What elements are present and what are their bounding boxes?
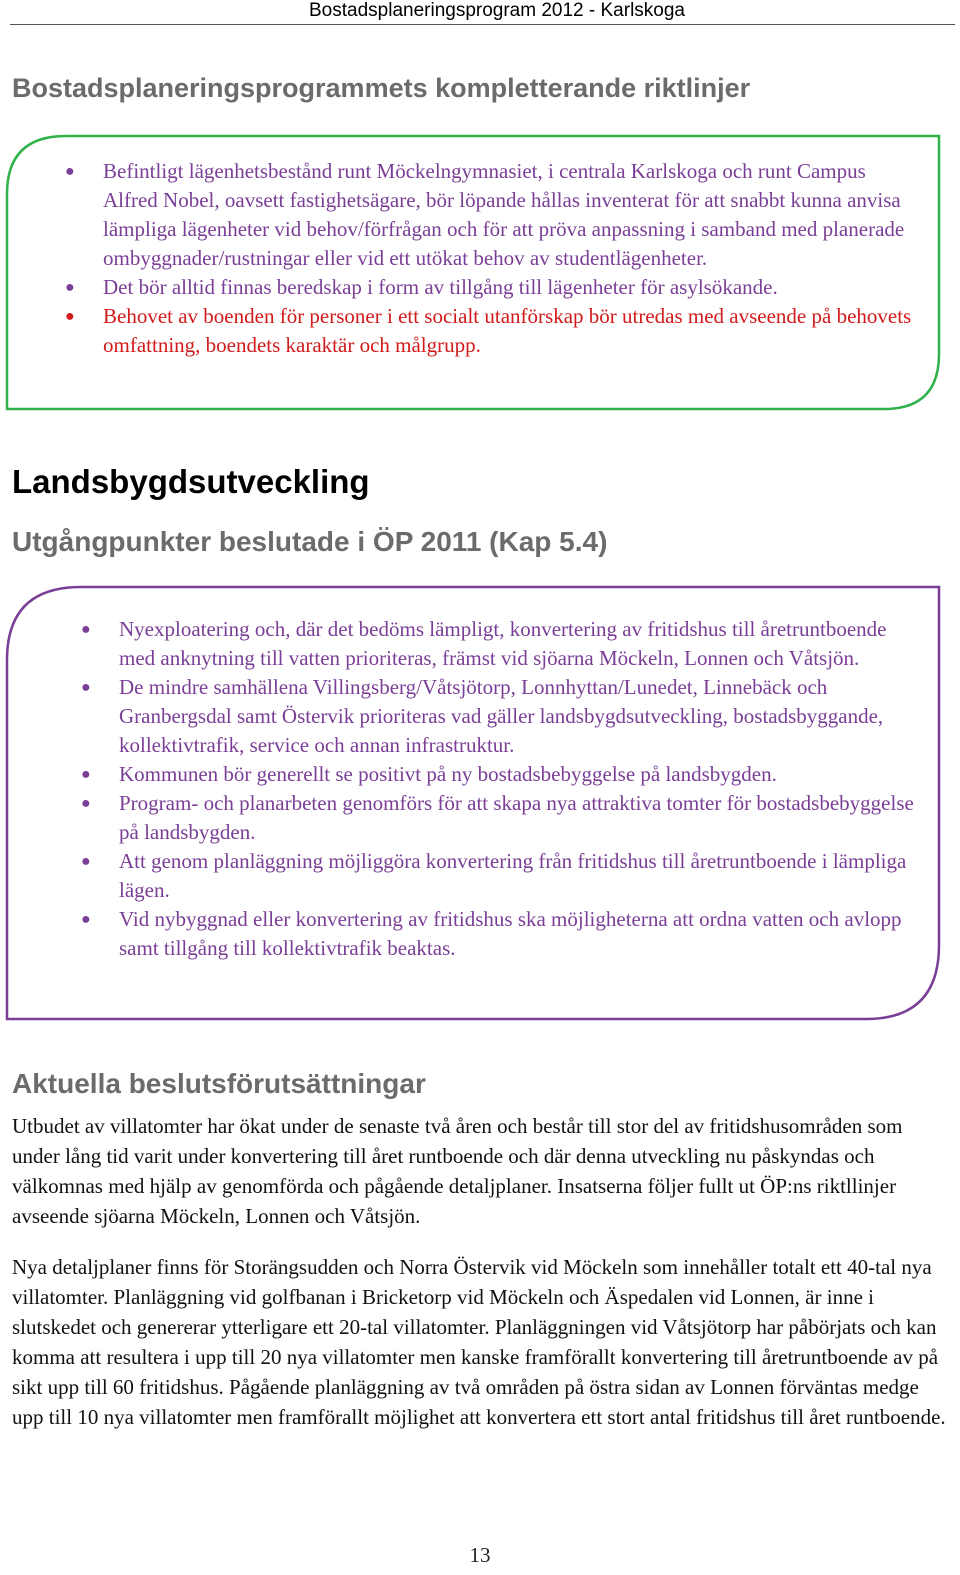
bullet-icon: ●: [81, 766, 91, 783]
section-heading-decision-basis: Aktuella beslutsförutsättningar: [12, 1068, 426, 1099]
body-paragraph-2: Nya detaljplaner finns för Storängsudden och Norra Östervik vid Möckeln som innehåller totalt ett 40-tal nya villatomter. Planläggning vid golfbanan i Bricketorp vid Möckeln och Äspedalen vid Lonnen, är inne i slutskedet och genererar ytterligare ett 20-tal villatomter. Planläggningen vid Våtsjötorp har påbörjats och kan komma att resultera i upp till 20 nya villatomter men kanske framförallt konvertering till åretruntboende av på sikt upp till 60 fritidshus. Pågående planläggning av två områden på östra sidan av Lonnen förväntas medge upp till 10 nya villatomter men framförallt möjlighet att konvertera ett stort antal fritidshus till året runtboende.: [12, 1255, 946, 1429]
rural-item-5: [81, 847, 919, 905]
guidelines-item-3: [65, 302, 923, 360]
section-heading-rural-development: Landsbygdsutveckling: [12, 463, 370, 500]
rural-item-text: De mindre samhällena Villingsberg/Våtsjötorp, Lonnhyttan/Lunedet, Linnebäck och Granbergsdal samt Östervik prioriteras vad gäller landsbygdsutveckling, bostadsbyggande, kollektivtrafik, service och annan infrastruktur.: [119, 675, 884, 757]
rural-item-3: [81, 760, 919, 789]
guidelines-item-text: Befintligt lägenhetsbestånd runt Möckelngymnasiet, i centrala Karlskoga och runt Campus Alfred Nobel, oavsett fastighetsägare, bör löpande hållas inventerat för att snabbt kunna anvisa lämpliga lägenheter vid behov/förfrågan och för att pröva anpassning i samband med planerade ombyggnader/rustningar eller vid ett utökat behov av studentlägenheter.: [103, 159, 905, 270]
bullet-icon: ●: [81, 853, 91, 870]
rural-item-text: Nyexploatering och, där det bedöms lämpligt, konvertering av fritidshus till åretruntboende med anknytning till vatten prioriteras, främst vid sjöarna Möckeln, Lonnen och Våtsjön.: [119, 617, 887, 670]
bullet-icon: ●: [81, 795, 91, 812]
rural-list: [81, 615, 919, 989]
body-paragraph-1: Utbudet av villatomter har ökat under de senaste två åren och består till stor del av fritidshusområden som under lång tid varit under konvertering till året runtboende och där denna utveckling nu påskyndas och välkomnas med hjälp av genomförda och pågående detaljplaner. Insatserna följer fullt ut ÖP:ns riktllinjer avseende sjöarna Möckeln, Lonnen och Våtsjön.: [12, 1114, 903, 1228]
bullet-icon: ●: [65, 163, 75, 180]
guidelines-box: [6, 134, 940, 411]
rural-item-text: Vid nybyggnad eller konvertering av fritidshus ska möjligheterna att ordna vatten och avlopp samt tillgång till kollektivtrafik beaktas.: [119, 907, 902, 960]
rural-item-4: [81, 789, 919, 847]
rural-item-text: Att genom planläggning möjliggöra konvertering från fritidshus till åretruntboende i lämpliga lägen.: [119, 849, 907, 902]
bullet-icon: ●: [65, 279, 75, 296]
rural-item-6: [81, 905, 919, 963]
bullet-icon: ●: [81, 911, 91, 928]
section-subheading-op2011: Utgångpunkter beslutade i ÖP 2011 (Kap 5.4): [12, 526, 608, 557]
rural-item-text: Kommunen bör generellt se positivt på ny bostadsbebyggelse på landsbygden.: [119, 762, 777, 786]
running-header: [10, 0, 955, 25]
running-title: Bostadsplaneringsprogram 2012 - Karlskoga: [309, 0, 685, 21]
bullet-icon: ●: [81, 679, 91, 696]
bullet-icon: ●: [81, 621, 91, 638]
guidelines-item-1: [65, 157, 923, 273]
rural-item-text: Program- och planarbeten genomförs för att skapa nya attraktiva tomter för bostadsbebyggelse på landsbygden.: [119, 791, 914, 844]
rural-box: [6, 585, 940, 1021]
section-heading-guidelines: Bostadsplaneringsprogrammets kompletterande riktlinjer: [12, 73, 751, 103]
bullet-icon: ●: [65, 308, 75, 325]
guidelines-item-2: [65, 273, 923, 302]
page-number: 13: [469, 1543, 491, 1567]
guidelines-list: [65, 157, 923, 410]
rural-item-2: [81, 673, 919, 760]
rural-item-1: [81, 615, 919, 673]
guidelines-item-text: Behovet av boenden för personer i ett socialt utanförskap bör utredas med avseende på behovets omfattning, boendets karaktär och målgrupp.: [103, 304, 912, 357]
guidelines-item-text: Det bör alltid finnas beredskap i form av tillgång till lägenheter för asylsökande.: [103, 275, 778, 299]
